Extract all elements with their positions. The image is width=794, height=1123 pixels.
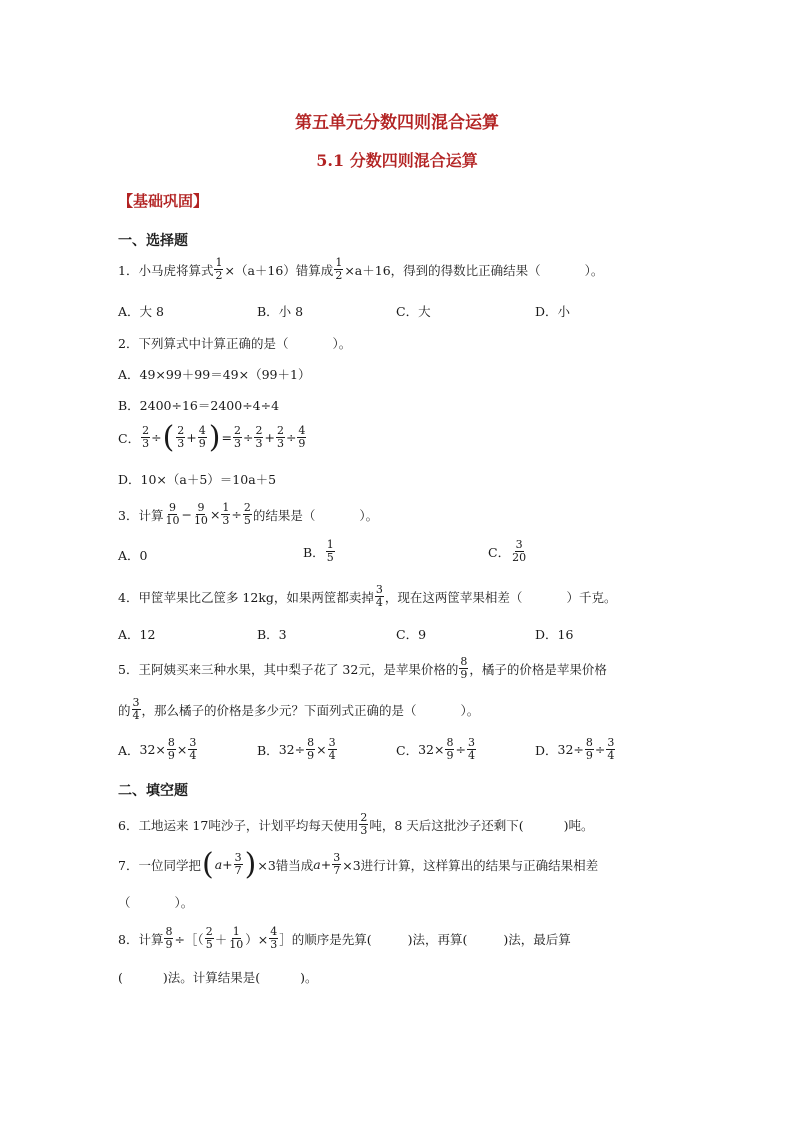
q1-option-d: D．小 bbox=[535, 304, 571, 319]
question-6: 6．工地运来 17吨沙子，计划平均每天使用 $\frac{2}{3}$ 吨，8 天后这批沙子还剩下( )吨。 bbox=[118, 811, 594, 837]
q5-option-a: A． 32× $\frac{8}{9}$ × $\frac{3}{4}$ bbox=[118, 736, 197, 762]
page-subtitle: 5.1 分数四则混合运算 bbox=[316, 151, 478, 170]
q3-option-b: B． $\frac{1}{5}$ bbox=[303, 538, 334, 564]
q5-option-d: D． 32÷ $\frac{8}{9}$ ÷ $\frac{3}{4}$ bbox=[535, 736, 615, 762]
question-7: 7．一位同学把 ( a + $\frac{3}{7}$ ) ×3错当成 a + $\frac{3}{7}$ ×3进行计算，这样算出的结果与正确结果相差 bbox=[118, 846, 599, 882]
section-tag: 【基础巩固】 bbox=[118, 192, 209, 210]
question-8: 8．计算 $\frac{8}{9}$ ÷［（ $\frac{2}{5}$ ＋ $\frac{1}{10}$ ）× $\frac{4}{3}$ ］的顺序是先算( )法，再算( )法，最后算 bbox=[118, 925, 571, 951]
q4-option-c: C．9 bbox=[396, 627, 427, 642]
question-3: 3．计算 $\frac{9}{10}$ − $\frac{9}{10}$ × $\frac{1}{3}$ ÷ $\frac{2}{5}$ 的结果是（ ）。 bbox=[118, 501, 379, 527]
q1-option-a: A．大 8 bbox=[118, 304, 164, 319]
question-4: 4．甲筐苹果比乙筐多 12kg，如果两筐都卖掉 $\frac{3}{4}$ ，现在这两筐苹果相差（ ）千克。 bbox=[118, 583, 617, 609]
question-5-cont: 的 $\frac{3}{4}$ ，那么橘子的价格是多少元？下面列式正确的是（ ）。 bbox=[118, 696, 480, 722]
q4-option-b: B．3 bbox=[257, 627, 287, 642]
fraction: $\frac{1}{2}$ bbox=[335, 256, 343, 282]
q5-option-c: C． 32× $\frac{8}{9}$ ÷ $\frac{3}{4}$ bbox=[396, 736, 475, 762]
page-title: 第五单元分数四则混合运算 bbox=[295, 113, 499, 133]
q4-option-d: D．16 bbox=[535, 627, 574, 642]
q1-option-b: B．小 8 bbox=[257, 304, 304, 319]
part1-heading: 一、选择题 bbox=[118, 233, 188, 249]
q2-option-b: B．2400÷16＝2400÷4÷4 bbox=[118, 398, 280, 413]
q1-option-c: C．大 bbox=[396, 304, 431, 319]
question-5: 5．王阿姨买来三种水果，其中梨子花了 32元，是苹果价格的 $\frac{8}{9}$ ，橘子的价格是苹果价格 bbox=[118, 655, 607, 681]
question-8-cont: ( )法。计算结果是( )。 bbox=[118, 969, 318, 985]
question-1: 1．小马虎将算式 $\frac{1}{2}$ ×（a＋16）错算成 $\frac{1}{2}$ ×a＋16，得到的得数比正确结果（ ）。 bbox=[118, 256, 604, 282]
question-2: 2．下列算式中计算正确的是（ ）。 bbox=[118, 336, 352, 351]
q5-option-b: B． 32÷ $\frac{8}{9}$ × $\frac{3}{4}$ bbox=[257, 736, 336, 762]
q2-option-a: A．49×99＋99＝49×（99＋1） bbox=[118, 367, 311, 382]
q4-option-a: A．12 bbox=[118, 627, 156, 642]
part2-heading: 二、填空题 bbox=[118, 783, 188, 799]
q3-option-c: C． $\frac{3}{20}$ bbox=[488, 538, 527, 564]
q3-option-a: A．0 bbox=[118, 548, 148, 563]
fraction: $\frac{1}{2}$ bbox=[215, 256, 223, 282]
q2-option-c: C． $\frac{2}{3}$ ÷ ( $\frac{2}{3}$ + $\frac{4}{9}$ ) = $\frac{2}{3}$ ÷ $\frac{2}{3}$ + $\frac{2}{3}$ ÷ $\frac{4}{9}$ bbox=[118, 419, 306, 455]
question-7-cont: （ ）。 bbox=[118, 895, 194, 910]
q2-option-d: D．10×（a＋5）＝10a＋5 bbox=[118, 472, 277, 487]
